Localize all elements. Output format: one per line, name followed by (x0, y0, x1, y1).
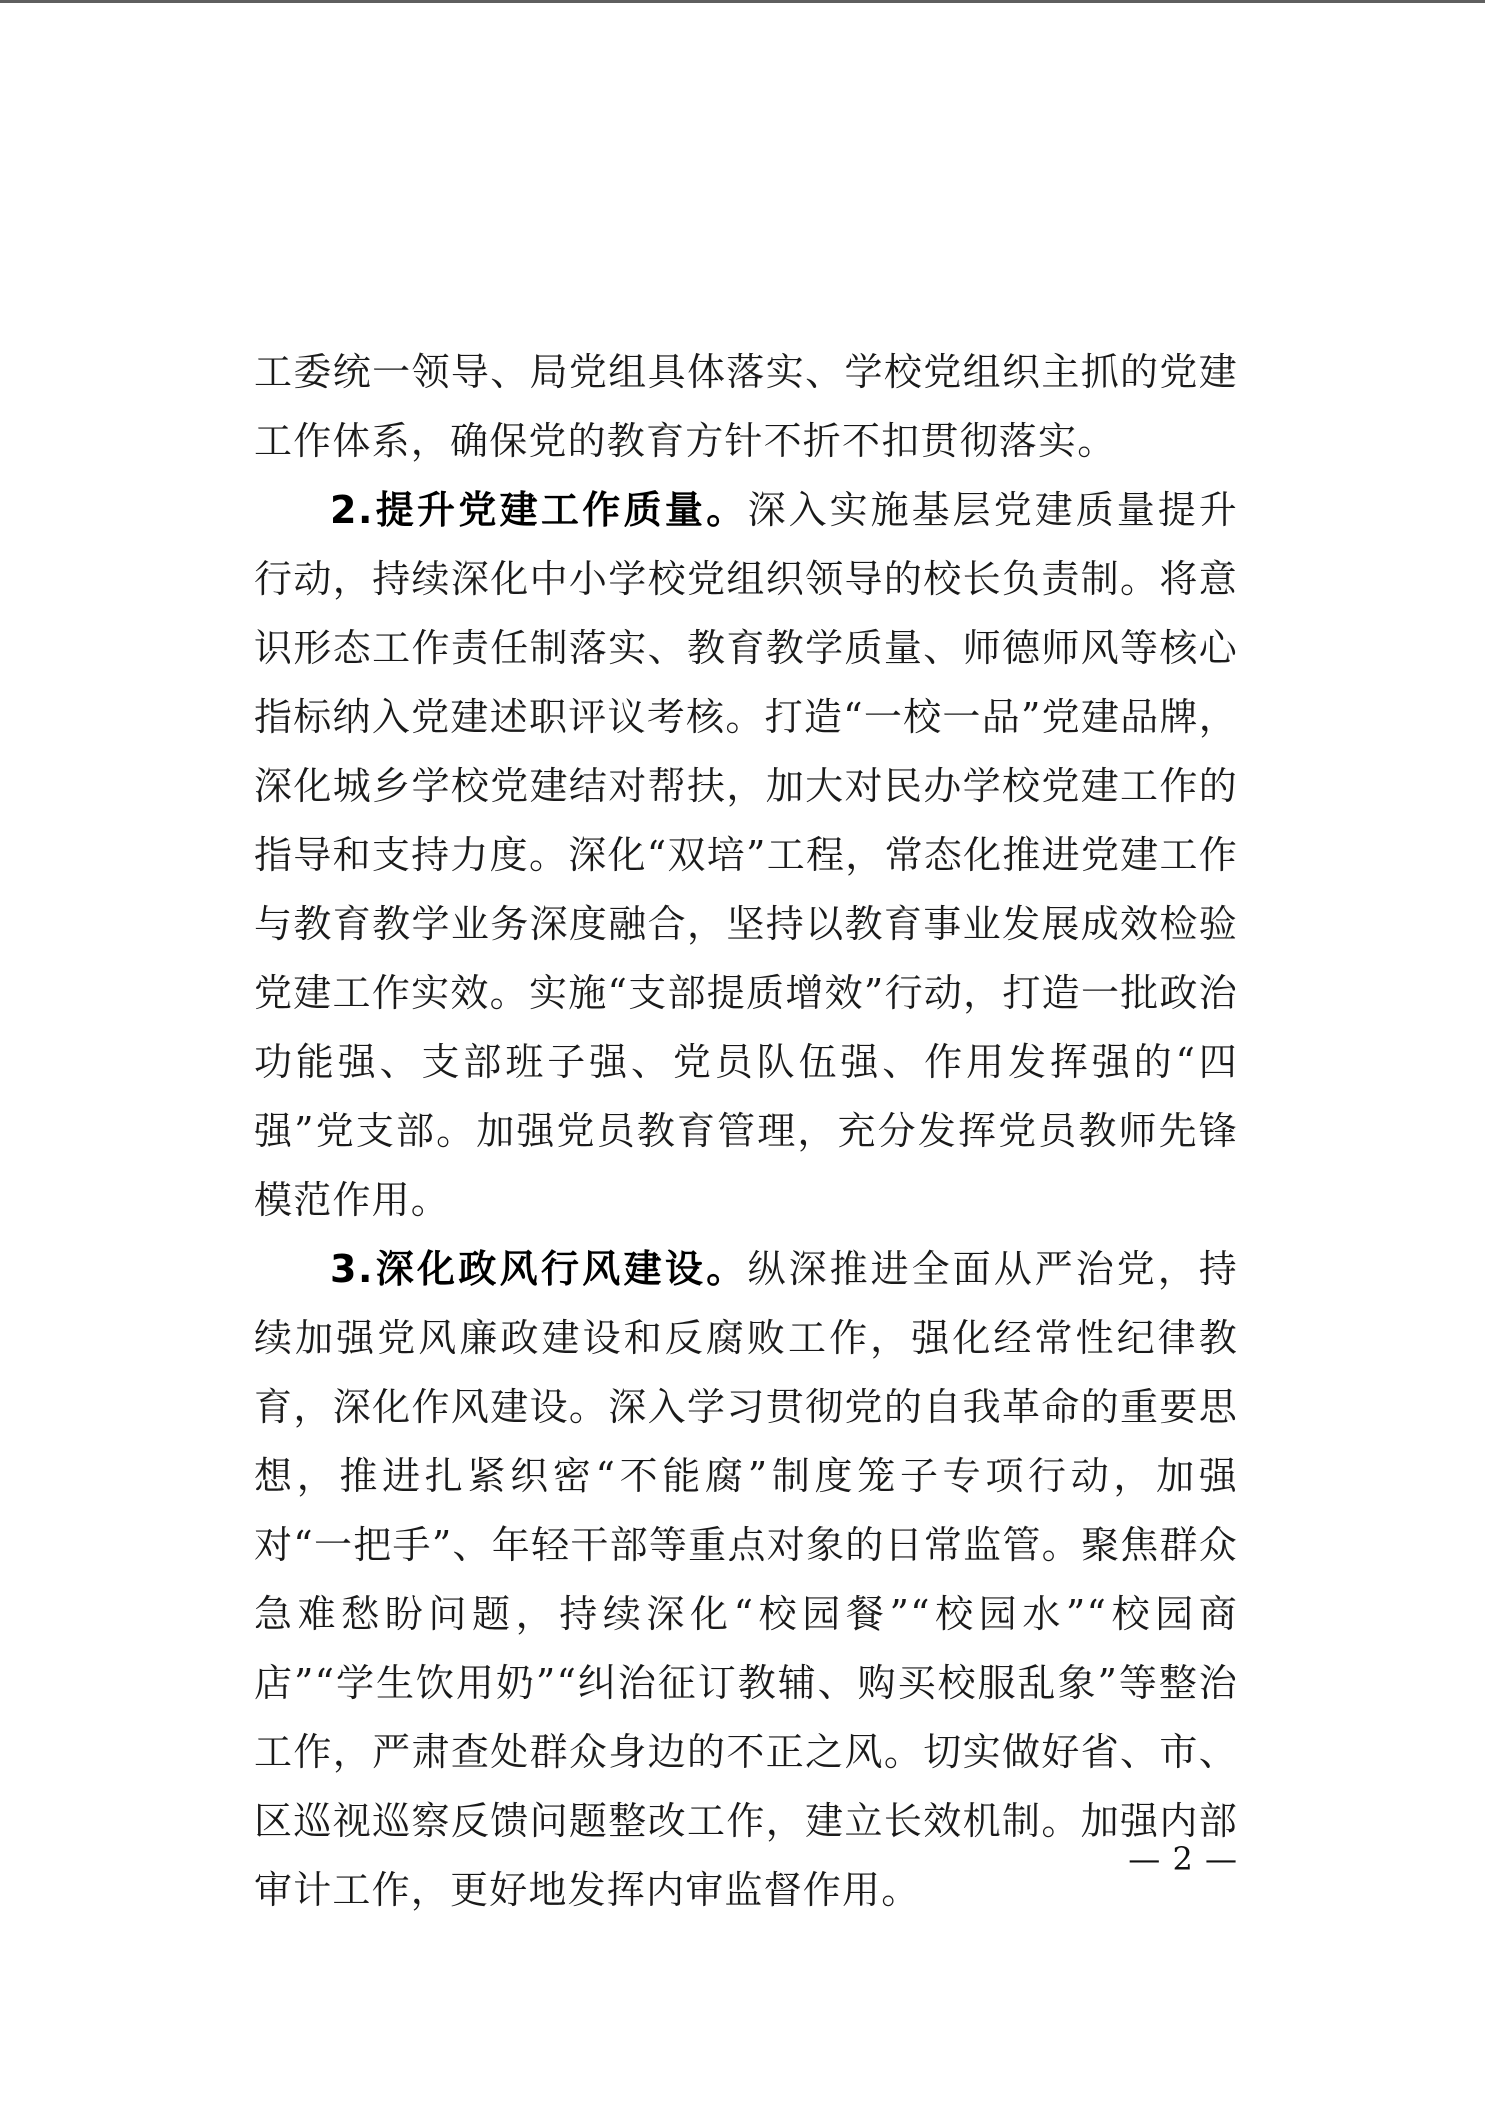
section-heading: 3.深化政风行风建设。 (330, 1247, 748, 1291)
paragraph-continuation (254, 338, 1238, 476)
page-number: — 2 — (1128, 1840, 1238, 1878)
page-top-border (0, 0, 1485, 3)
paragraph-text: 工委统一领导、局党组具体落实、学校党组织主抓的党建工作体系，确保党的教育方针不折不扣贯彻落实。 (254, 350, 1238, 463)
document-body (254, 338, 1238, 1925)
paragraph-text: 纵深推进全面从严治党，持续加强党风廉政建设和反腐败工作，强化经常性纪律教育，深化作风建设。深入学习贯彻党的自我革命的重要思想，推进扎紧织密“不能腐”制度笼子专项行动，加强对“一把手”、年轻干部等重点对象的日常监管。聚焦群众急难愁盼问题，持续深化“校园餐”“校园水”“校园商店”“学生饮用奶”“纠治征订教辅、购买校服乱象”等整治工作，严肃查处群众身边的不正之风。切实做好省、市、区巡视巡察反馈问题整改工作，建立长效机制。加强内部审计工作，更好地发挥内审监督作用。 (254, 1247, 1238, 1912)
paragraph-text: 深入实施基层党建质量提升行动，持续深化中小学校党组织领导的校长负责制。将意识形态工作责任制落实、教育教学质量、师德师风等核心指标纳入党建述职评议考核。打造“一校一品”党建品牌，深化城乡学校党建结对帮扶，加大对民办学校党建工作的指导和支持力度。深化“双培”工程，常态化推进党建工作与教育教学业务深度融合，坚持以教育事业发展成效检验党建工作实效。实施“支部提质增效”行动，打造一批政治功能强、支部班子强、党员队伍强、作用发挥强的“四强”党支部。加强党员教育管理，充分发挥党员教师先锋模范作用。 (254, 488, 1238, 1222)
paragraph-work-style-building (254, 1235, 1238, 1925)
paragraph-party-building-quality (254, 476, 1238, 1235)
section-heading: 2.提升党建工作质量。 (330, 488, 748, 532)
